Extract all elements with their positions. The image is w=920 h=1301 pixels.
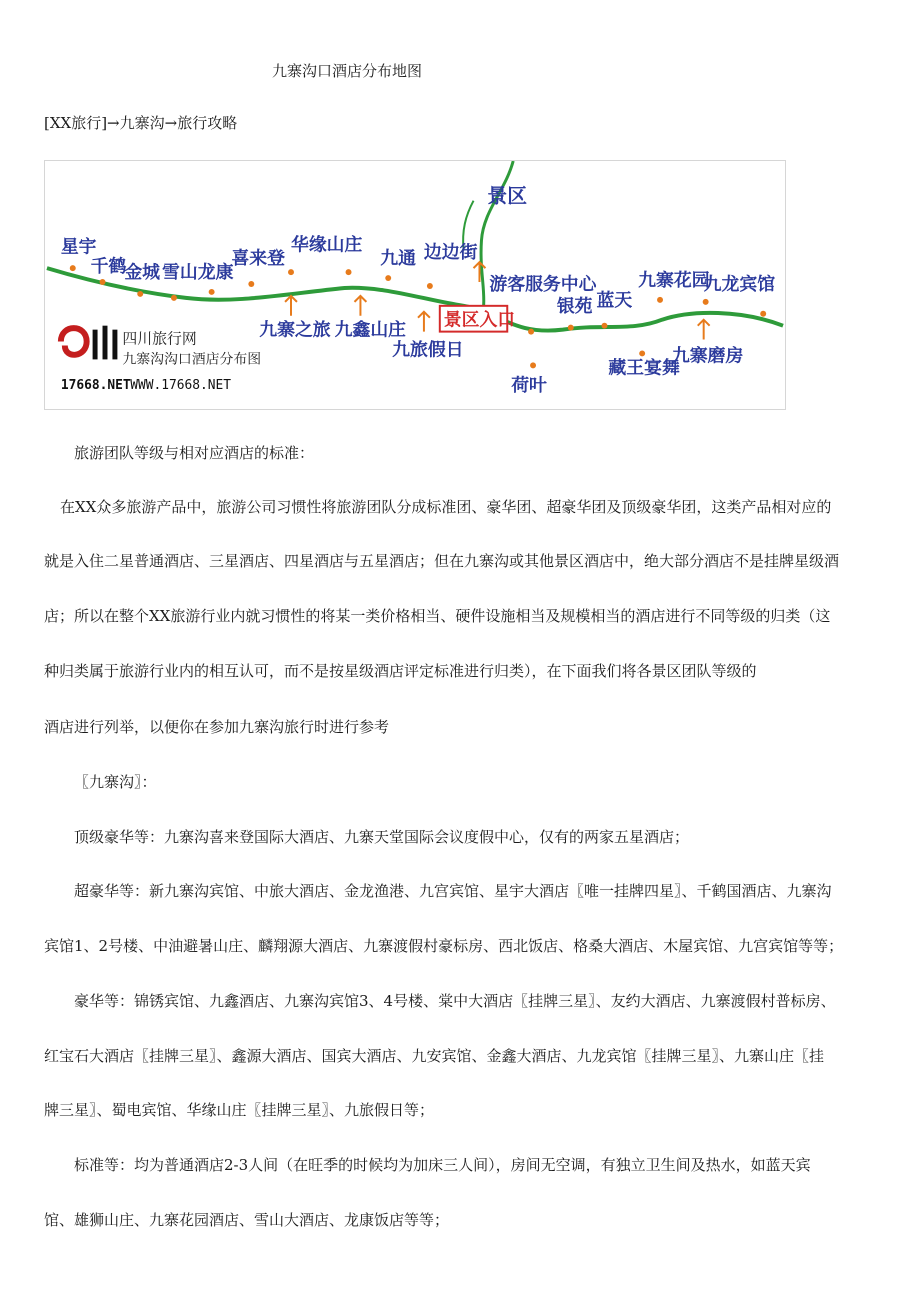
luxury-line-2: 红宝石大酒店〖挂牌三星〗、鑫源大酒店、国宾大酒店、九安宾馆、金鑫大酒店、九龙宾馆〖挂牌三星〗、九寨山庄〖挂 xyxy=(44,1047,825,1065)
map-label-sheraton: 喜来登 xyxy=(231,248,286,270)
page-title: 九寨沟口酒店分布地图 xyxy=(272,62,423,80)
standard-line-2: 馆、雄狮山庄、九寨花园酒店、雪山大酒店、龙康饭店等等； xyxy=(44,1211,450,1229)
section-heading: 旅游团队等级与相对应酒店的标准： xyxy=(74,444,315,462)
map-label-qianhe: 千鹤 xyxy=(90,256,127,278)
map-drawing xyxy=(45,161,785,409)
map-label-jiulv-jiari: 九旅假日 xyxy=(392,339,464,361)
standard-line-1: 标准等：均为普通酒店2-3人间（在旺季的时候均为加床三人间），房间无空调，有独立卫生间及热水，如蓝天宾 xyxy=(74,1156,811,1174)
map-label-scenic-entrance: 景区入口 xyxy=(443,309,516,331)
luxury-line-3: 牌三星〗、蜀电宾馆、华缘山庄〖挂牌三星〗、九旅假日等； xyxy=(44,1101,435,1119)
intro-line-1: 在XX众多旅游产品中，旅游公司习惯性将旅游团队分成标准团、豪华团、超豪华团及顶级豪华团，这类产品相对应的 xyxy=(60,498,832,516)
map-label-heye: 荷叶 xyxy=(511,375,547,397)
map-label-bianbianjie: 边边街 xyxy=(423,242,478,264)
hotel-distribution-map xyxy=(44,160,786,410)
map-label-lantian: 蓝天 xyxy=(596,289,633,311)
top-luxury-hotels: 顶级豪华等：九寨沟喜来登国际大酒店、九寨天堂国际会议度假中心，仅有的两家五星酒店； xyxy=(74,828,690,846)
super-luxury-line-1: 超豪华等：新九寨沟宾馆、中旅大酒店、金龙渔港、九宫宾馆、星宇大酒店〖唯一挂牌四星〗、千鹤国酒店、九寨沟 xyxy=(74,882,832,900)
area-heading: 〖九寨沟〗： xyxy=(74,773,157,791)
map-label-jincheng: 金城 xyxy=(124,262,161,284)
map-label-jiuzhai-zhilv: 九寨之旅 xyxy=(259,319,331,341)
map-label-xingyu: 星宇 xyxy=(60,236,97,258)
logo-map-caption: 九寨沟沟口酒店分布图 xyxy=(122,351,262,368)
map-label-huayuan-shanzhuang: 华缘山庄 xyxy=(291,234,363,256)
map-label-zangwang-yanwu: 藏王宴舞 xyxy=(608,357,680,379)
map-label-scenic-area: 景区 xyxy=(487,184,528,208)
map-label-jiutong: 九通 xyxy=(380,248,416,270)
map-label-jiulong-hotel: 九龙宾馆 xyxy=(703,273,776,295)
logo-site-name: 四川旅行网 xyxy=(122,329,197,348)
map-label-xueshan: 雪山 xyxy=(162,262,198,284)
super-luxury-line-2: 宾馆1、2号楼、中油避暑山庄、麟翔源大酒店、九寨渡假村豪标房、西北饭店、格桑大酒店、木屋宾馆、九宫宾馆等等； xyxy=(44,937,844,955)
map-label-visitor-center: 游客服务中心 xyxy=(489,273,597,295)
map-label-longkang: 龙康 xyxy=(197,262,234,284)
map-label-jiuzhai-mofang: 九寨磨房 xyxy=(671,345,744,367)
intro-line-3: 店；所以在整个XX旅游行业内就习惯性的将某一类价格相当、硬件设施相当及规模相当的酒店进行不同等级的归类（这 xyxy=(44,607,831,625)
map-label-yinyuan: 银苑 xyxy=(556,295,593,317)
site-code: 17668.NET xyxy=(60,378,131,394)
intro-line-5: 酒店进行列举，以便你在参加九寨沟旅行时进行参考 xyxy=(44,718,390,736)
luxury-line-1: 豪华等：锦锈宾馆、九鑫酒店、九寨沟宾馆3、4号楼、棠中大酒店〖挂牌三星〗、友约大酒店、九寨渡假村普标房、 xyxy=(74,992,836,1010)
intro-line-4: 种归类属于旅游行业内的相互认可，而不是按星级酒店评定标准进行归类），在下面我们将各景区团队等级的 xyxy=(44,662,757,680)
site-logo xyxy=(61,326,118,360)
breadcrumb: [XX旅行]→九寨沟→旅行攻略 xyxy=(44,114,238,132)
map-label-jiuzhai-garden: 九寨花园 xyxy=(638,269,710,291)
site-url: WWW.17668.NET xyxy=(130,378,232,394)
map-label-jiuxin-shanzhuang: 九鑫山庄 xyxy=(334,319,407,341)
intro-line-2: 就是入住二星普通酒店、三星酒店、四星酒店与五星酒店；但在九寨沟或其他景区酒店中，绝大部分酒店不是挂牌星级酒 xyxy=(44,552,840,570)
